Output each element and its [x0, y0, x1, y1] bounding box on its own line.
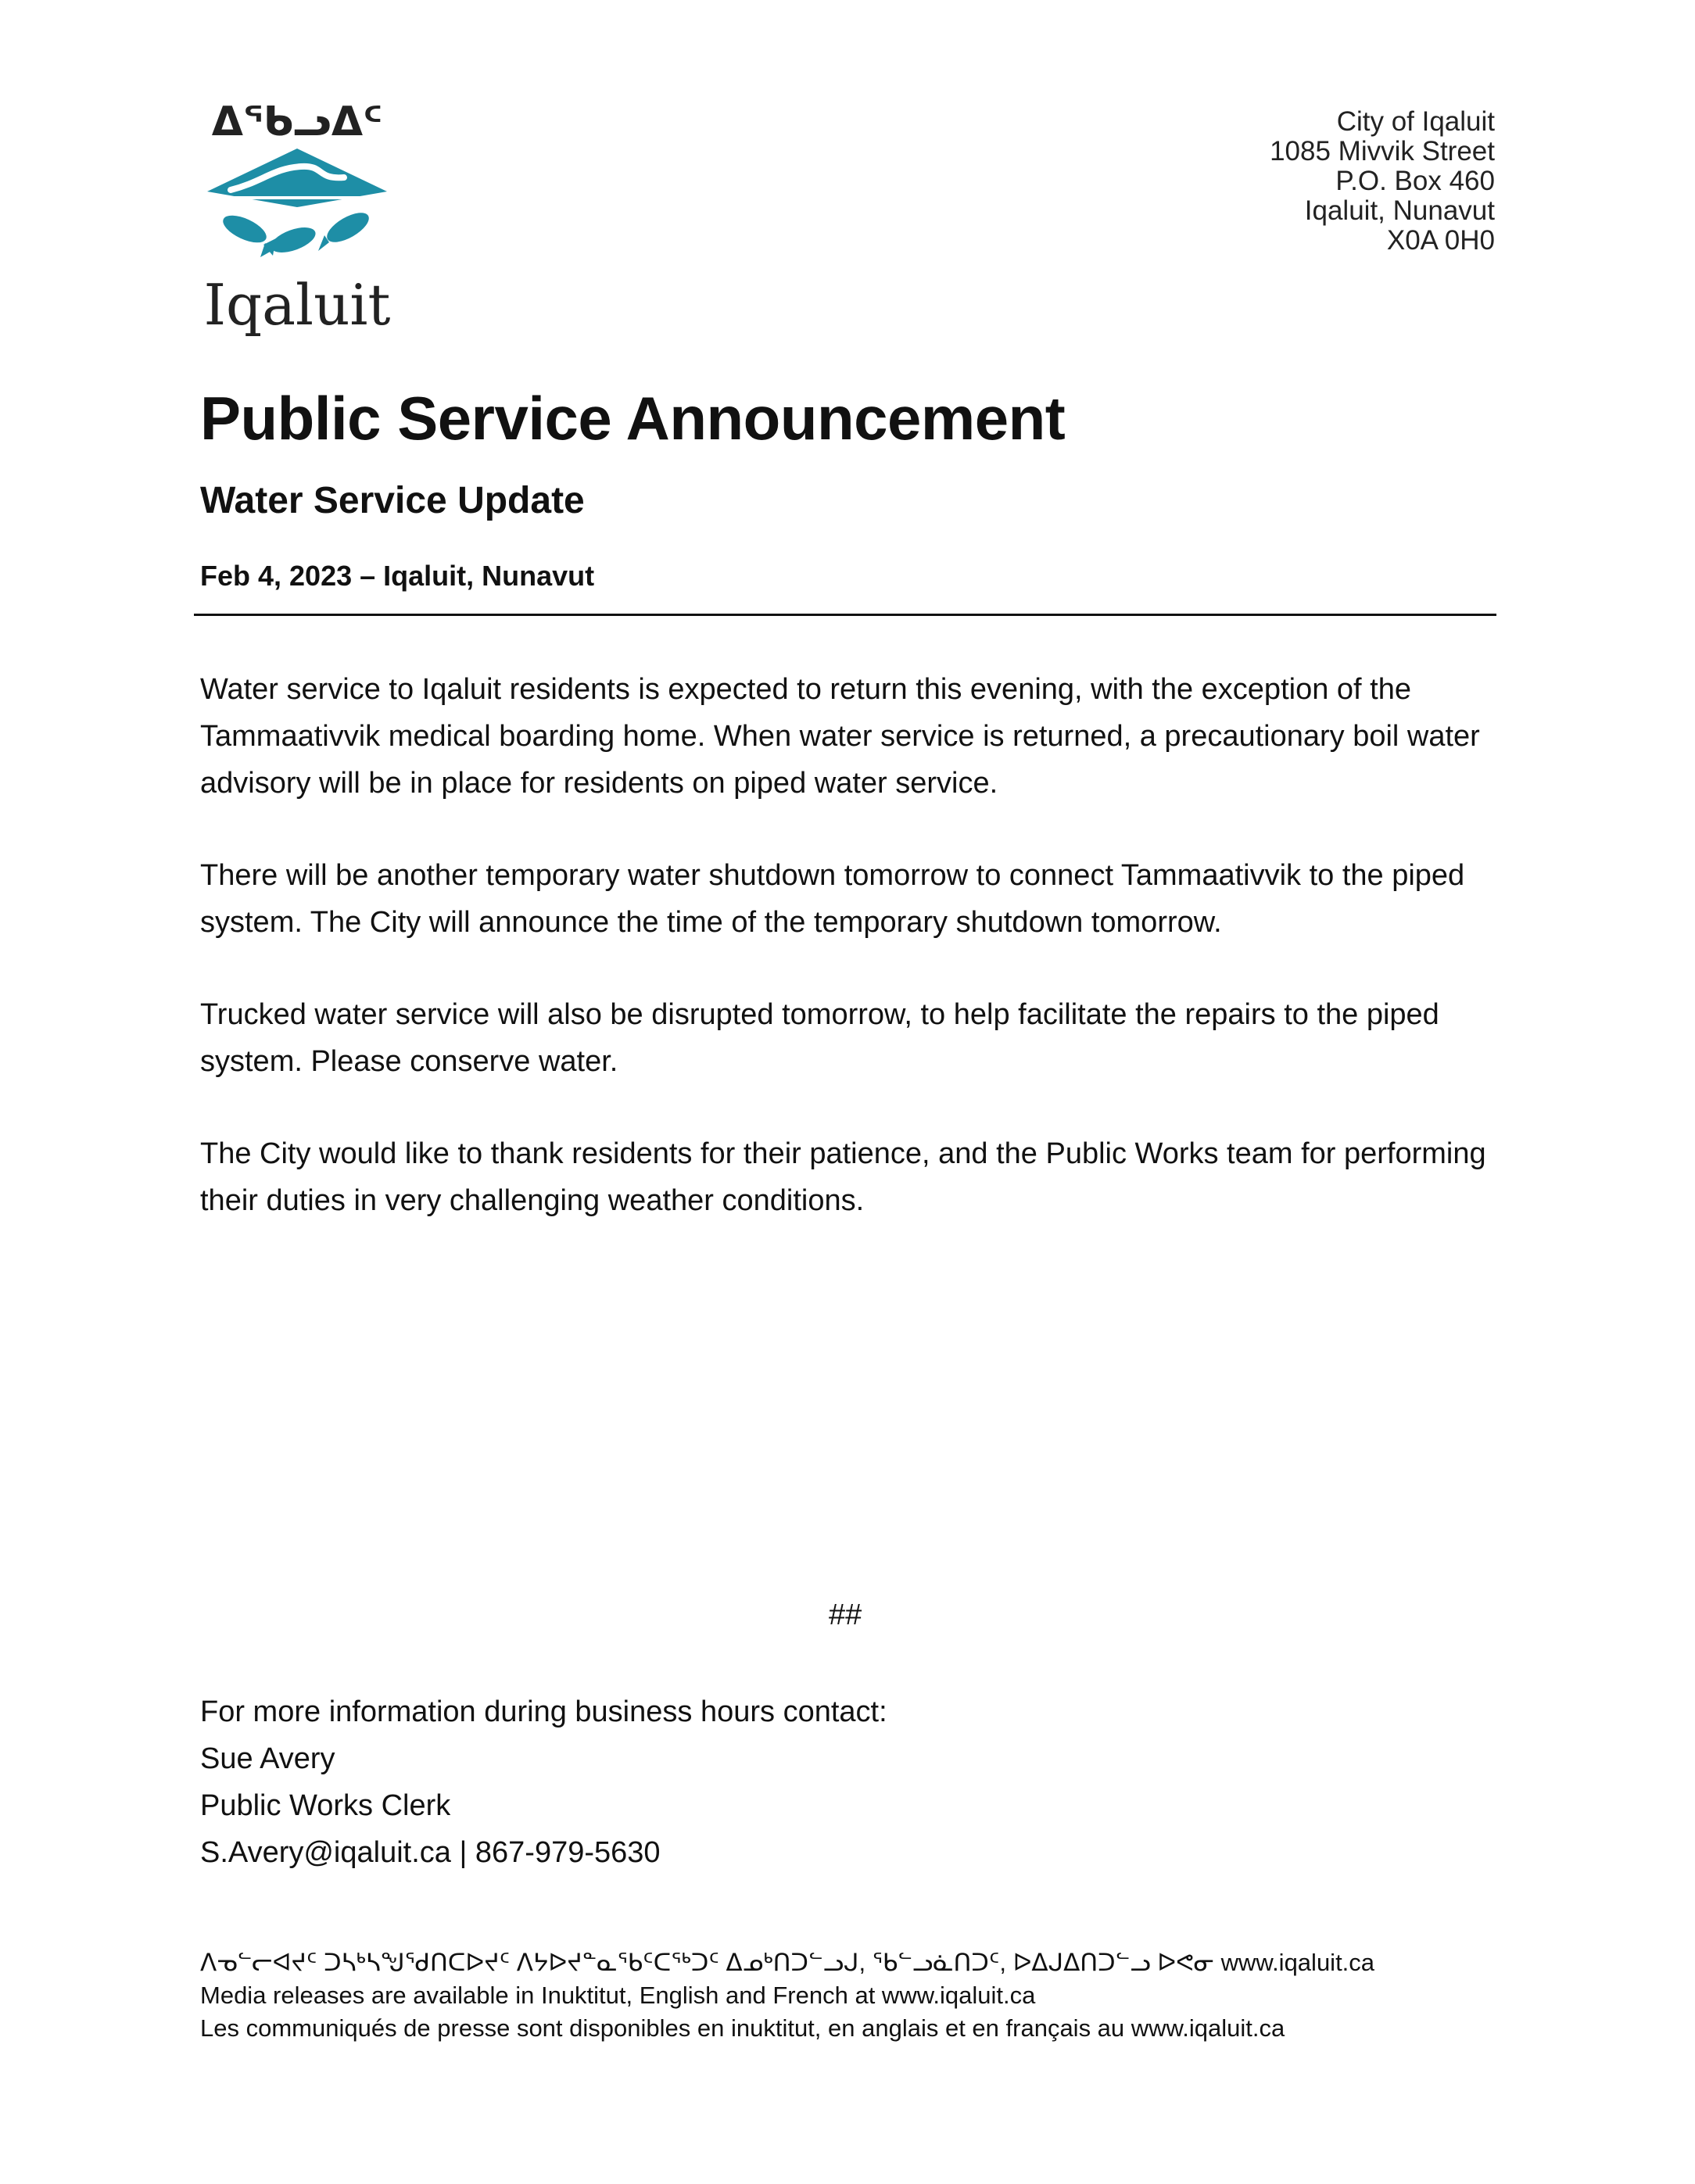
fish-icon: [323, 207, 374, 249]
fish-icon: [267, 223, 318, 258]
address-line: 1085 Mivvik Street: [1270, 136, 1495, 166]
page-title: Public Service Announcement: [200, 384, 1066, 453]
contact-details: S.Avery@iqaluit.ca | 867-979-5630: [200, 1836, 661, 1869]
logo-wordmark: Iqaluit: [203, 272, 391, 338]
body-paragraph: The City would like to thank residents for their patience, and the Public Works team for performing their duties in very challenging weather conditions.: [200, 1137, 1486, 1217]
footer-french: Les communiqués de presse sont disponibles en inuktitut, en anglais et en français au www.iqaluit.ca: [200, 2014, 1285, 2042]
contact-block: [200, 1688, 887, 1876]
city-address: [1270, 107, 1495, 256]
header-divider: [194, 614, 1496, 616]
address-line: X0A 0H0: [1386, 225, 1495, 256]
footer-inuktitut: ᐱᓀᓪᓕᐊᔪᑦ ᑐᓴᒃᓴᖑᖁᑎᑕᐅᔪᑦ ᐱᔭᐅᔪᓐᓇᖃᑦᑕᖅᑐᑦ ᐃᓄᒃᑎᑐᓪᓗᒍ, ᖃᓪᓗᓈᑎᑐᑦ, ᐅᐃᒍᐃᑎᑐᓪᓗ ᐅᕙᓂ www.iqaluit.ca: [200, 1949, 1375, 1976]
body-paragraph: There will be another temporary water shutdown tomorrow to connect Tammaativvik to the piped system. The City will announce the time of the temporary shutdown tomorrow.: [200, 859, 1465, 939]
address-line: Iqaluit, Nunavut: [1304, 195, 1495, 226]
fish-icon: [219, 210, 270, 249]
footer: [200, 1946, 1374, 2045]
body-paragraph: Water service to Iqaluit residents is expected to return this evening, with the exception of the Tammaativvik medical boarding home. When water service is returned, a precautionary boil water advisory will be in place for residents on piped water service.: [200, 673, 1480, 800]
city-logo: [199, 90, 395, 340]
page-subtitle: Water Service Update: [200, 480, 585, 521]
address-line: City of Iqaluit: [1336, 106, 1495, 137]
logo-syllabics: ᐃᖃᓗᐃᑦ: [211, 98, 383, 145]
contact-name: Sue Avery: [200, 1742, 335, 1775]
announcement-body: [200, 666, 1498, 1269]
body-paragraph: Trucked water service will also be disrupted tomorrow, to help facilitate the repairs to the piped system. Please conserve water.: [200, 998, 1439, 1078]
address-line: P.O. Box 460: [1335, 166, 1495, 196]
contact-role: Public Works Clerk: [200, 1789, 451, 1822]
footer-english: Media releases are available in Inuktitut, English and French at www.iqaluit.ca: [200, 1982, 1036, 2009]
contact-intro: For more information during business hours contact:: [200, 1695, 887, 1728]
dateline: Feb 4, 2023 – Iqaluit, Nunavut: [200, 560, 595, 592]
end-mark: ##: [829, 1599, 862, 1631]
